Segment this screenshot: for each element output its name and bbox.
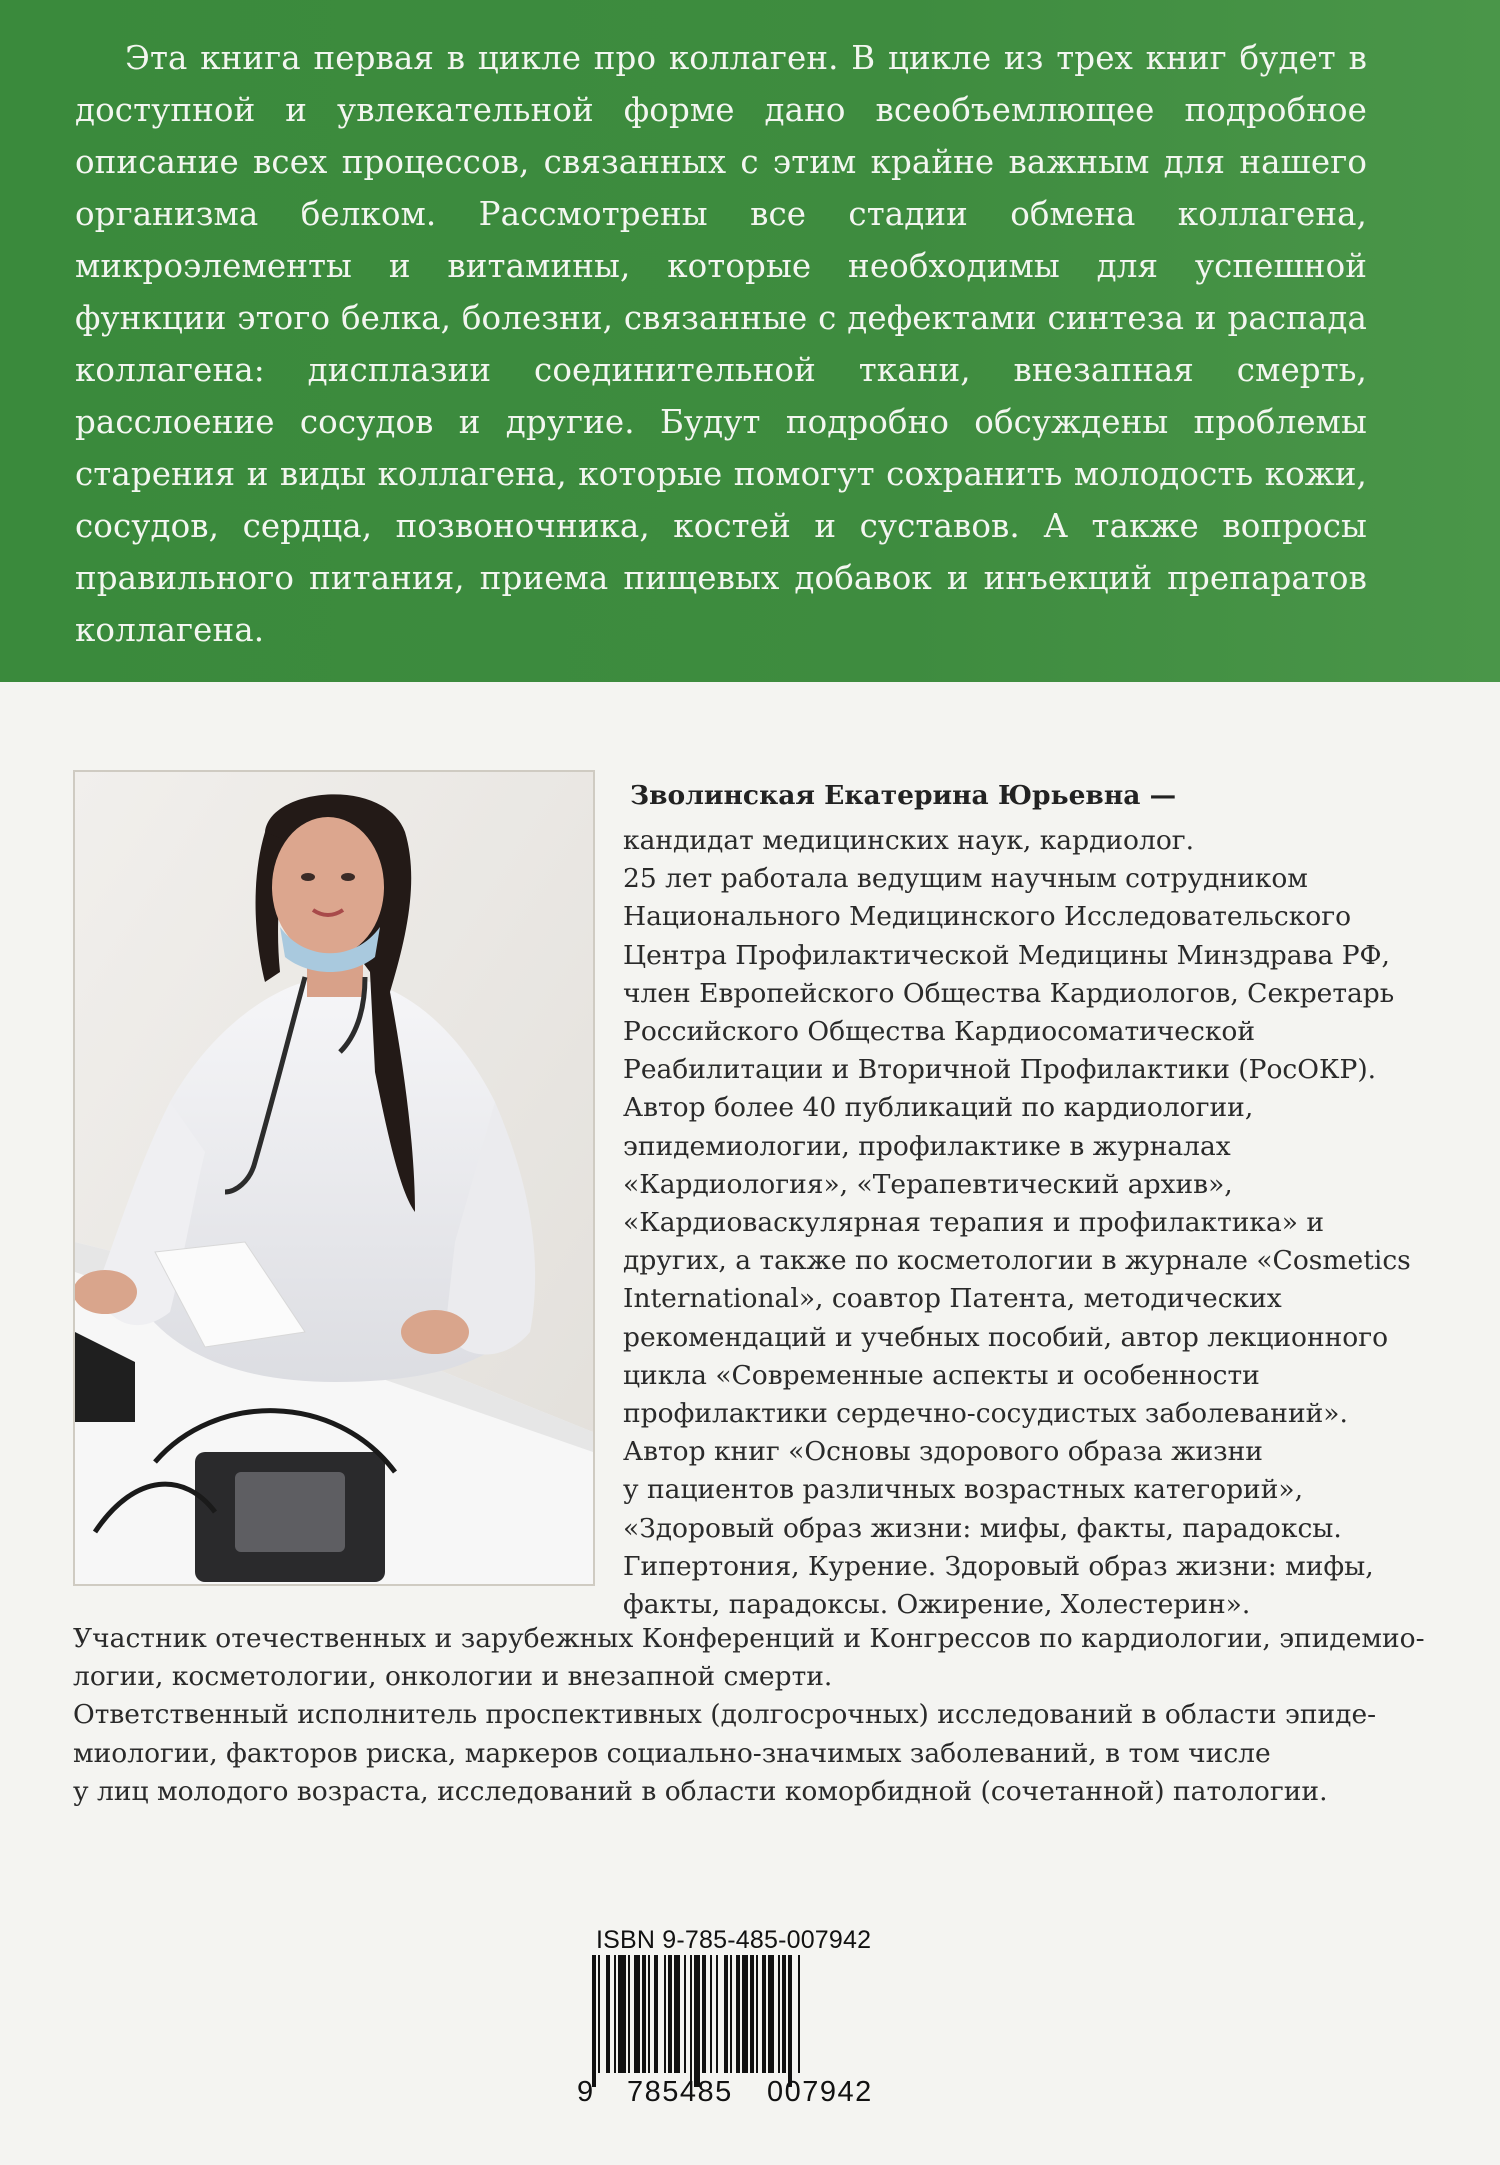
bio-line: миологии, факторов риска, маркеров социально-значимых заболеваний, в том числе (73, 1737, 1271, 1769)
barcode-bar (598, 1955, 600, 2073)
green-annotation-band (0, 0, 1500, 682)
barcode-bar (694, 1955, 700, 2087)
barcode-bar (618, 1955, 626, 2073)
barcode-bar (736, 1955, 740, 2073)
bio-line: Гипертония, Курение. Здоровый образ жизни: мифы, (623, 1550, 1374, 1582)
bio-line: 25 лет работала ведущим научным сотрудником (623, 863, 1308, 895)
barcode-bar (606, 1955, 610, 2073)
bio-line: цикла «Современные аспекты и особенности (623, 1359, 1260, 1391)
bio-line: «Кардиоваскулярная терапия и профилактика» и (623, 1207, 1325, 1239)
bio-line: член Европейского Общества Кардиологов, Секретарь (623, 977, 1395, 1009)
bio-line: у пациентов различных возрастных категорий», (623, 1474, 1304, 1506)
barcode-bar (674, 1955, 680, 2073)
barcode-bar (778, 1955, 780, 2073)
barcode-bar (710, 1955, 712, 2073)
bio-line: Автор более 40 публикаций по кардиологии, (623, 1092, 1254, 1124)
bio-line: кандидат медицинских наук, кардиолог. (623, 825, 1195, 856)
bio-line: профилактики сердечно-сосудистых заболеваний». (623, 1398, 1348, 1430)
bio-line: «Кардиология», «Терапевтический архив», (623, 1168, 1233, 1200)
bio-line: логии, косметологии, онкологии и внезапной смерти. (73, 1661, 833, 1693)
isbn-barcode (590, 1955, 890, 2090)
barcode-bar (614, 1955, 616, 2073)
bio-line: Участник отечественных и зарубежных Конференций и Конгрессов по кардиологии, эпидемио- (73, 1623, 1425, 1654)
barcode-bar (798, 1955, 800, 2073)
bio-line: Российского Общества Кардиосоматической (623, 1016, 1256, 1048)
barcode-bar (768, 1955, 774, 2073)
barcode-bar (788, 1955, 792, 2087)
barcode-bar (724, 1955, 728, 2073)
author-name: Зволинская Екатерина Юрьевна — (630, 780, 1177, 811)
barcode-bar (702, 1955, 706, 2073)
barcode-bar (648, 1955, 650, 2073)
bio-line: Центра Профилактической Медицины Минздрава РФ, (623, 939, 1390, 971)
barcode-bar (730, 1955, 732, 2073)
author-bio-full-width (73, 1620, 1425, 1811)
ean-first-digit: 9 (577, 2076, 594, 2108)
barcode-bar (654, 1955, 658, 2073)
author-bio-beside-photo (623, 822, 1411, 1624)
barcode-bar (782, 1955, 786, 2073)
barcode-bar (716, 1955, 718, 2073)
barcode-bar (668, 1955, 672, 2073)
barcode-bar (664, 1955, 666, 2073)
barcode-bar (592, 1955, 596, 2087)
barcode-bar (756, 1955, 758, 2073)
barcode-bar (642, 1955, 646, 2073)
barcode-bar (762, 1955, 766, 2073)
bio-line: эпидемиологии, профилактике в журналах (623, 1130, 1231, 1162)
bio-line: Автор книг «Основы здорового образа жизни (623, 1436, 1263, 1468)
author-photo (73, 770, 595, 1586)
barcode-bar (634, 1955, 640, 2073)
bio-line: у лиц молодого возраста, исследований в области коморбидной (сочетанной) патологии. (73, 1775, 1328, 1807)
book-annotation: Эта книга первая в цикле про коллаген. В цикле из трех книг будет в доступной и увлекательной форме дано всеобъемлющее подробное описание всех процессов, связанных с этим крайне важным для нашего организма белком. Рассмотрены все стадии обмена коллагена, микроэлементы и витамины, которые необходимы для успешной функции этого белка, болезни, связанные с дефектами синтеза и распада коллагена: дисплазии соединительной ткани, внезапная смерть, расслоение сосудов и другие. Будут подробно обсуждены проблемы старения и виды коллагена, которые помогут сохранить молодость кожи, сосудов, сердца, позвоночника, костей и суставов. А также вопросы правильного питания, приема пищевых добавок и инъекций препаратов коллагена. (75, 39, 1367, 649)
bio-line: Реабилитации и Вторичной Профилактики (РосОКР). (623, 1054, 1377, 1086)
barcode-bar (750, 1955, 754, 2073)
barcode-bar (684, 1955, 686, 2073)
bio-line: International», соавтор Патента, методических (623, 1283, 1282, 1315)
bio-line: других, а также по косметологии в журнале «Cosmetics (623, 1245, 1411, 1277)
bio-line: Ответственный исполнитель проспективных (долгосрочных) исследований в области эпиде- (73, 1699, 1377, 1731)
barcode-bar (628, 1955, 630, 2073)
bio-line: рекомендаций и учебных пособий, автор лекционного (623, 1321, 1389, 1353)
bio-line: Национального Медицинского Исследовательского (623, 901, 1352, 933)
bio-line: «Здоровый образ жизни: мифы, факты, парадоксы. (623, 1512, 1342, 1544)
ean-right-group: 007942 (767, 2076, 873, 2108)
isbn-label: ISBN 9-785-485-007942 (596, 1926, 872, 1954)
author-photo-illustration (75, 772, 593, 1584)
ean-left-group: 785485 (627, 2076, 733, 2108)
barcode-bar (690, 1955, 692, 2087)
bio-line: факты, парадоксы. Ожирение, Холестерин». (623, 1589, 1251, 1621)
barcode-bar (742, 1955, 748, 2073)
